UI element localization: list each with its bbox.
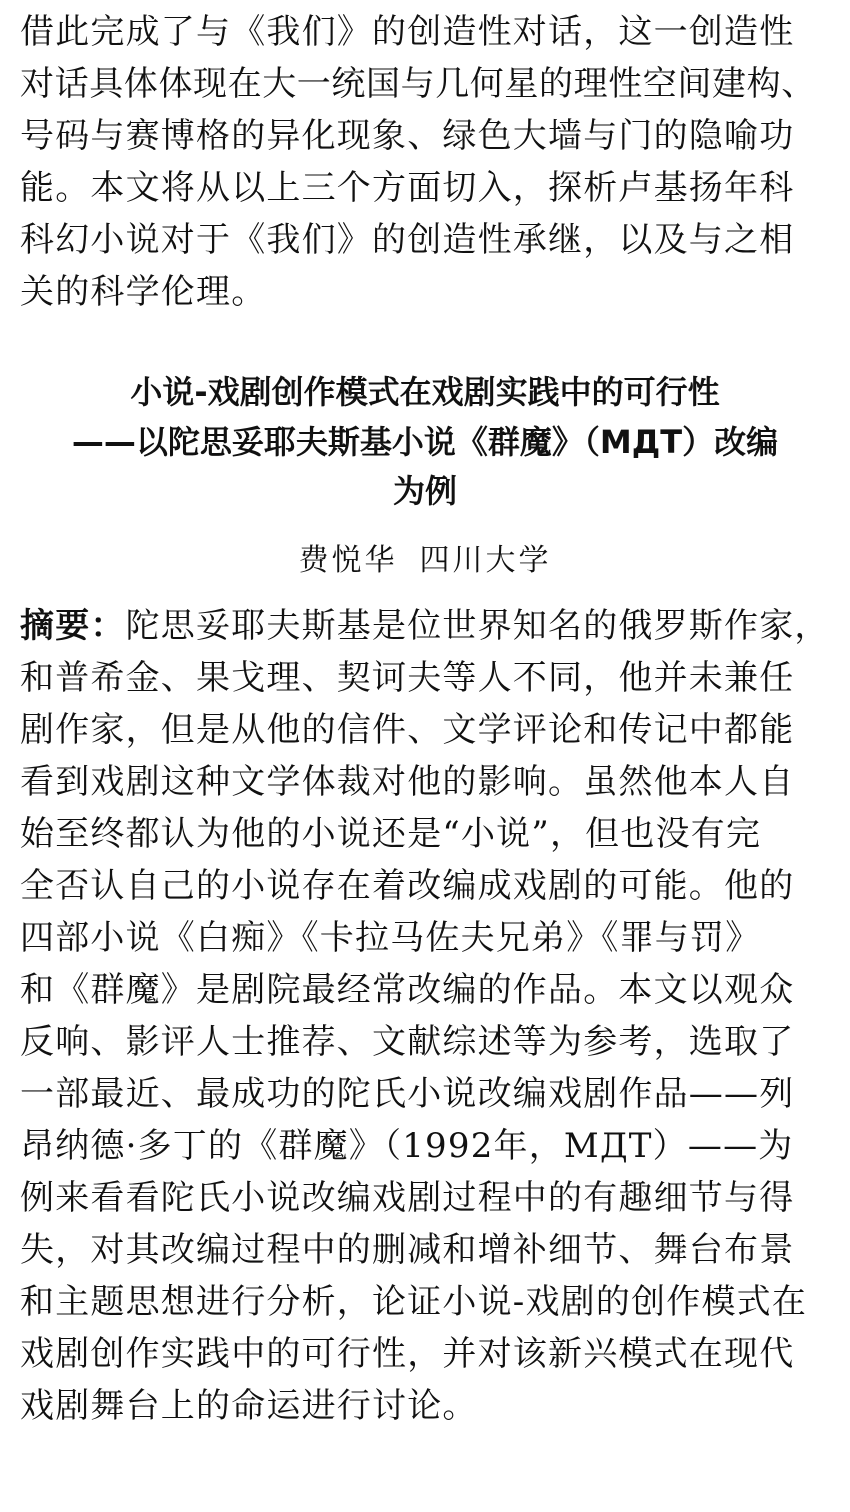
- abstract-line: 和《群魔》是剧院最经常改编的作品。本文以观众: [20, 970, 795, 1010]
- abstract-line: 昂纳德·多丁的《群魔》（1992年，MДТ）——为: [20, 1126, 794, 1166]
- abstract-line: 一部最近、最成功的陀氏小说改编戏剧作品——列: [20, 1074, 795, 1114]
- abstract-line: 失，对其改编过程中的删减和增补细节、舞台布景: [20, 1230, 795, 1270]
- author-name: 费悦华: [298, 543, 398, 578]
- abstract-line: 全否认自己的小说存在着改编成戏剧的可能。他的: [20, 866, 795, 906]
- abstract-line: 戏剧创作实践中的可行性，并对该新兴模式在现代: [20, 1334, 795, 1374]
- abstract-line: [20, 600, 832, 652]
- title-line: 为例: [392, 472, 457, 510]
- intro-line: 号码与赛博格的异化现象、绿色大墙与门的隐喻功: [20, 116, 795, 156]
- abstract-label: 摘要：: [20, 606, 126, 646]
- intro-line: 能。本文将从以上三个方面切入，探析卢基扬年科: [20, 168, 795, 208]
- author-line: [0, 539, 850, 583]
- intro-line: 对话具体体现在大一统国与几何星的理性空间建构、: [20, 64, 816, 104]
- intro-line: 关的科学伦理。: [20, 272, 267, 312]
- abstract-line: 四部小说《白痴》《卡拉马佐夫兄弟》《罪与罚》: [20, 918, 761, 958]
- abstract-line: 看到戏剧这种文学体裁对他的影响。虽然他本人自: [20, 762, 795, 802]
- abstract-text: 陀思妥耶夫斯基是位世界知名的俄罗斯作家，: [125, 606, 830, 646]
- abstract-line: 和普希金、果戈理、契诃夫等人不同，他并未兼任: [20, 658, 795, 698]
- title-line: 小说-戏剧创作模式在戏剧实践中的可行性: [130, 373, 720, 411]
- abstract-line: 始至终都认为他的小说还是“小说”，但也没有完: [20, 814, 762, 854]
- abstract-line: 剧作家，但是从他的信件、文学评论和传记中都能: [20, 710, 795, 750]
- abstract-line: 和主题思想进行分析，论证小说-戏剧的创作模式在: [20, 1282, 808, 1322]
- intro-line: 借此完成了与《我们》的创造性对话，这一创造性: [20, 12, 795, 52]
- author-affiliation: 四川大学: [419, 543, 552, 578]
- title-line: ——以陀思妥耶夫斯基小说《群魔》（MДТ）改编: [71, 423, 779, 461]
- intro-line: 科幻小说对于《我们》的创造性承继，以及与之相: [20, 220, 795, 260]
- abstract-line: 戏剧舞台上的命运进行讨论。: [20, 1386, 478, 1426]
- abstract-line: 例来看看陀氏小说改编戏剧过程中的有趣细节与得: [20, 1178, 795, 1218]
- abstract-line: 反响、影评人士推荐、文献综述等为参考，选取了: [20, 1022, 795, 1062]
